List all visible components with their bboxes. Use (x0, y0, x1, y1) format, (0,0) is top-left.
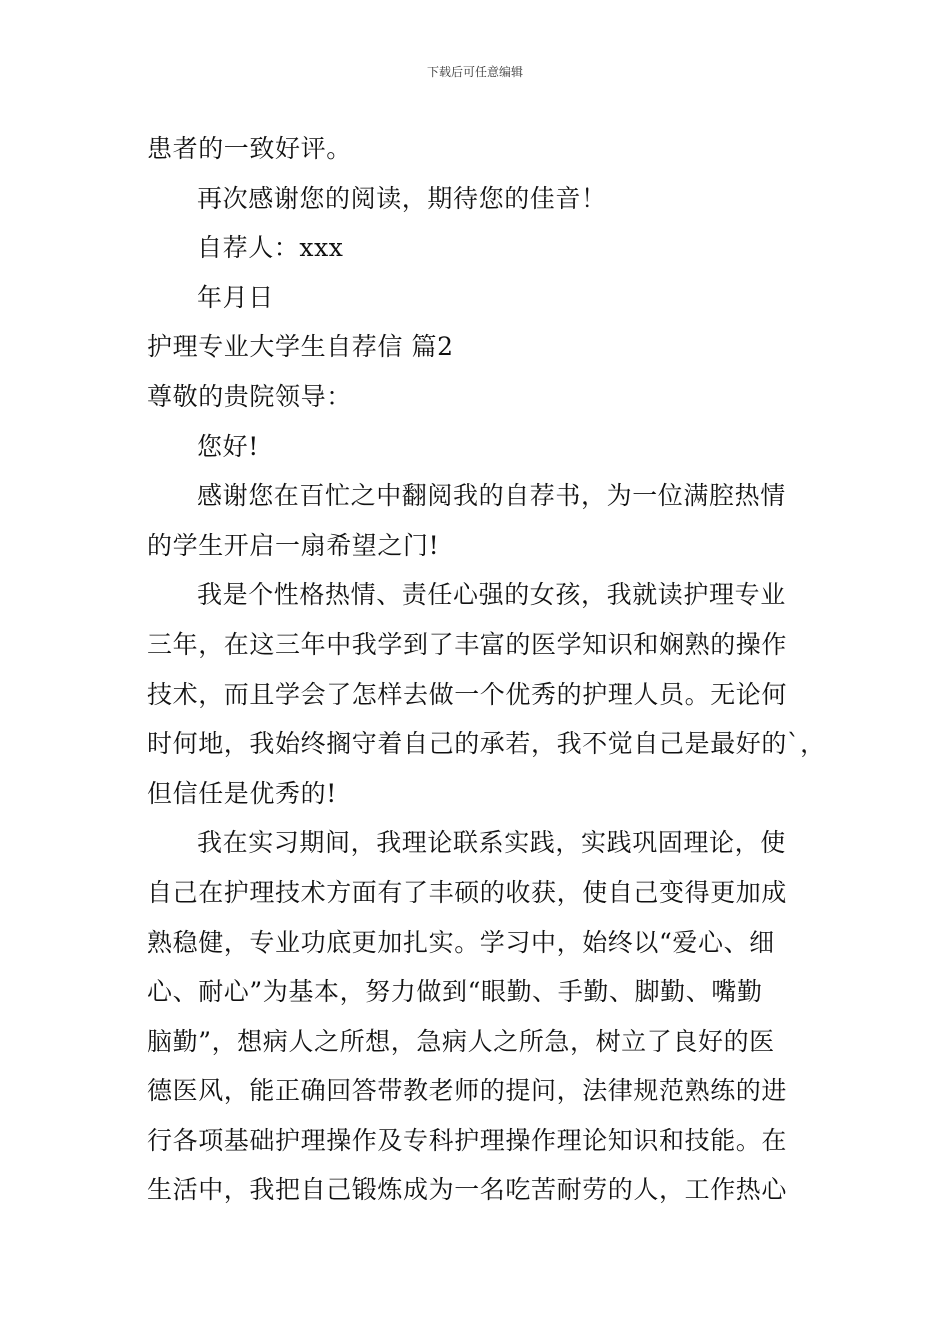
text-line: 感谢您在百忙之中翻阅我的自荐书，为一位满腔热情 (197, 481, 786, 511)
date-line: 年月日 (197, 282, 274, 312)
text-line: 患者的一致好评。 (147, 134, 352, 163)
text-line: 心、耐心”为基本，努力做到“眼勤、手勤、脚勤、嘴勤 (147, 977, 763, 1007)
text-line: 但信任是优秀的! (147, 778, 337, 808)
document-body (147, 124, 826, 1215)
text-line: 我在实习期间，我理论联系实践，实践巩固理论，使 (197, 828, 786, 858)
section-title: 护理专业大学生自荐信 篇2 (147, 332, 454, 362)
text-line: 我是个性格热情、责任心强的女孩，我就读护理专业 (197, 580, 786, 610)
text-line: 行各项基础护理操作及专科护理操作理论知识和技能。在 (147, 1125, 788, 1155)
page-header: 下载后可任意编辑 (426, 65, 523, 79)
text-line: 自己在护理技术方面有了丰硕的收获，使自己变得更加成 (147, 877, 788, 907)
salutation: 尊敬的贵院领导： (147, 381, 352, 411)
text-line: 德医风，能正确回答带教老师的提问，法律规范熟练的进 (147, 1076, 788, 1106)
text-line: 技术，而且学会了怎样去做一个优秀的护理人员。无论何 (147, 679, 788, 709)
text-line: 脑勤”，想病人之所想，急病人之所急，树立了良好的医 (147, 1026, 775, 1056)
text-line: 再次感谢您的阅读，期待您的佳音！ (197, 183, 607, 213)
text-line: 三年，在这三年中我学到了丰富的医学知识和娴熟的操作 (147, 629, 788, 659)
text-line: 熟稳健，专业功底更加扎实。学习中，始终以“爱心、细 (147, 927, 775, 957)
greeting: 您好! (197, 431, 259, 461)
text-line: 时何地，我始终搁守着自己的承若，我不觉自己是最好的`， (147, 729, 826, 759)
signature-line: 自荐人：xxx (197, 233, 344, 263)
text-line: 生活中，我把自己锻炼成为一名吃苦耐劳的人，工作热心 (147, 1175, 788, 1205)
text-line: 的学生开启一扇希望之门! (147, 530, 440, 560)
